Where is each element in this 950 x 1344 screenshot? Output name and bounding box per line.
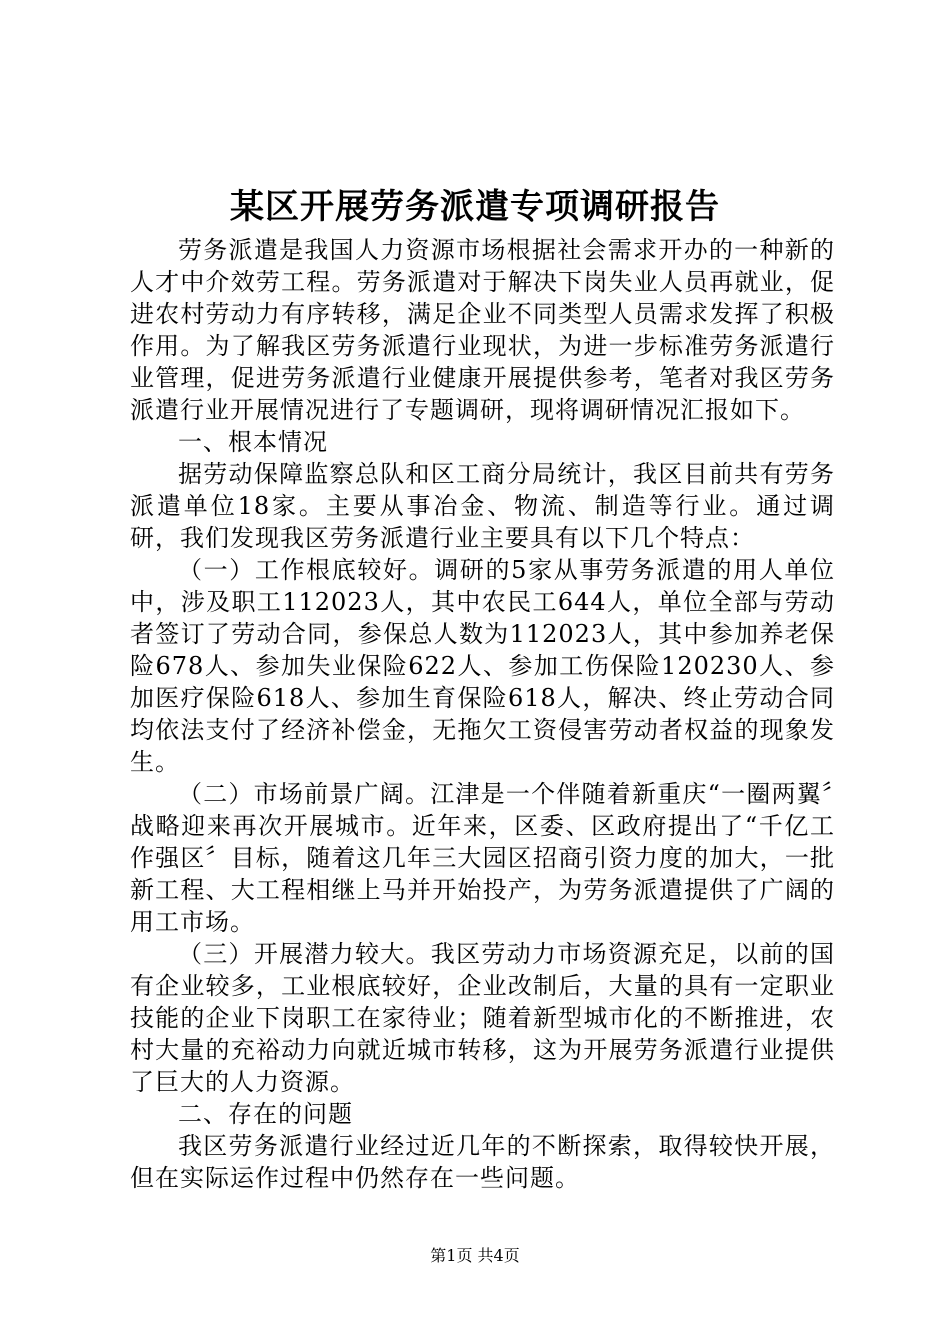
section-heading-basic-situation: 一、根本情况 <box>178 428 328 456</box>
statistics-paragraph: 据劳动保障监察总队和区工商分局统计，我区目前共有劳务派遣单位18家。主要从事冶金、物流、制造等行业。通过调研，我们发现我区劳务派遣行业主要具有以下几个特点： <box>130 460 835 552</box>
document-title: 某区开展劳务派遣专项调研报告 <box>230 187 720 227</box>
intro-paragraph: 劳务派遣是我国人力资源市场根据社会需求开办的一种新的人才中介效劳工程。劳务派遣对于解决下岗失业人员再就业，促进农村劳动力有序转移，满足企业不同类型人员需求发挥了积极作用。为了解我区劳务派遣行业现状，为进一步标准劳务派遣行业管理，促进劳务派遣行业健康开展提供参考，笔者对我区劳务派遣行业开展情况进行了专题调研，现将调研情况汇报如下。 <box>130 236 835 424</box>
feature-item-1: （一）工作根底较好。调研的5家从事劳务派遣的用人单位中，涉及职工112023人，其中农民工644人，单位全部与劳动者签订了劳动合同，参保总人数为112023人，其中参加养老保险678人、参加失业保险622人、参加工伤保险120230人、参加医疗保险618人、参加生育保险618人，解决、终止劳动合同均依法支付了经济补偿金，无拖欠工资侵害劳动者权益的现象发生。 <box>130 556 835 776</box>
page-number-footer: 第1页 共4页 <box>430 1246 520 1265</box>
feature-item-3: （三）开展潜力较大。我区劳动力市场资源充足，以前的国有企业较多，工业根底较好，企业改制后，大量的具有一定职业技能的企业下岗职工在家待业；随着新型城市化的不断推进，农村大量的充裕动力向就近城市转移，这为开展劳务派遣行业提供了巨大的人力资源。 <box>130 940 835 1096</box>
document-body <box>130 234 835 1194</box>
feature-item-2: （二）市场前景广阔。江津是一个伴随着新重庆“一圈两翼〞战略迎来再次开展城市。近年来，区委、区政府提出了“千亿工作强区〞目标，随着这几年三大园区招商引资力度的加大，一批新工程、大工程相继上马并开始投产，为劳务派遣提供了广阔的用工市场。 <box>130 780 835 936</box>
problems-paragraph: 我区劳务派遣行业经过近几年的不断探索，取得较快开展，但在实际运作过程中仍然存在一些问题。 <box>130 1132 835 1192</box>
section-heading-problems: 二、存在的问题 <box>178 1100 353 1128</box>
